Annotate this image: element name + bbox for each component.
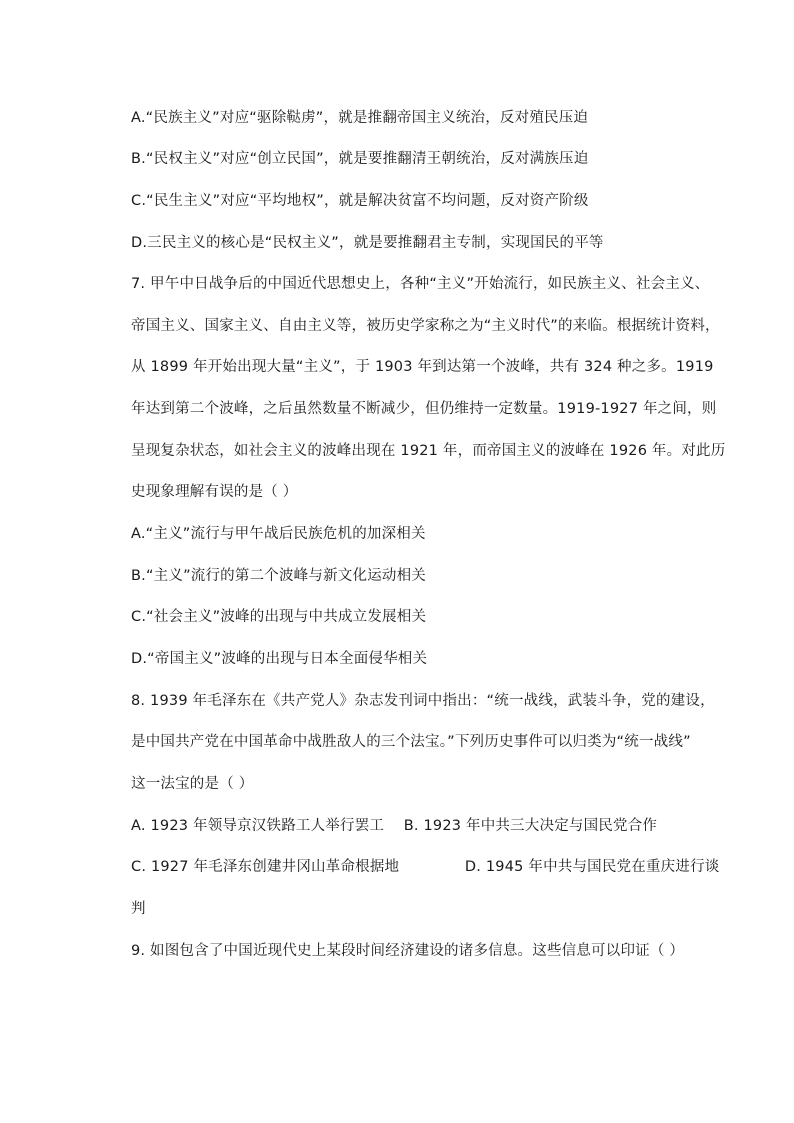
q7-option-c: C.“社会主义”波峰的出现与中共成立发展相关: [131, 609, 427, 625]
q7-stem-line-5: 呈现复杂状态，如社会主义的波峰出现在 1921 年，而帝国主义的波峰在 1926 年。对此历: [131, 443, 726, 459]
q7-stem-line-4: 年达到第二个波峰，之后虽然数量不断减少，但仍维持一定数量。1919-1927 年之间，则: [131, 401, 717, 417]
q7-stem-line-6: 史现象理解有误的是（ ）: [131, 484, 298, 500]
q7-option-d: D.“帝国主义”波峰的出现与日本全面侵华相关: [131, 651, 428, 667]
q8-stem-line-2: 是中国共产党在中国革命中战胜敌人的三个法宝。”下列历史事件可以归类为“统一战线”: [131, 734, 691, 750]
q6-option-d: D.三民主义的核心是“民权主义”，就是要推翻君主专制，实现国民的平等: [131, 235, 604, 251]
q7-stem-line-2: 帝国主义、国家主义、自由主义等，被历史学家称之为“主义时代”的来临。根据统计资料，: [131, 318, 720, 334]
q8-options-row-2: [131, 857, 719, 877]
q7-option-a: A.“主义”流行与甲午战后民族危机的加深相关: [131, 526, 426, 542]
q8-option-a: A. 1923 年领导京汉铁路工人举行罢工: [131, 818, 385, 834]
q8-option-b: B. 1923 年中共三大决定与国民党合作: [403, 818, 658, 834]
q9-stem: 9. 如图包含了中国近现代史上某段时间经济建设的诸多信息。这些信息可以印证（ ）: [131, 943, 685, 959]
q6-option-c: C.“民生主义”对应“平均地权”，就是解决贫富不均问题，反对资产阶级: [131, 193, 589, 209]
q6-option-b: B.“民权主义”对应“创立民国”，就是要推翻清王朝统治，反对满族压迫: [131, 151, 589, 167]
q8-option-c: C. 1927 年毛泽东创建井冈山革命根据地: [131, 859, 400, 875]
q6-option-a: A.“民族主义”对应“驱除鞑虏”，就是推翻帝国主义统治，反对殖民压迫: [131, 110, 589, 126]
q8-stem-line-3: 这一法宝的是（ ）: [131, 776, 254, 792]
q7-stem-line-3: 从 1899 年开始出现大量“主义”，于 1903 年到达第一个波峰，共有 324 种之多。1919: [131, 359, 714, 375]
q8-option-d: D. 1945 年中共与国民党在重庆进行谈: [464, 859, 720, 875]
q7-stem-line-1: 7. 甲午中日战争后的中国近代思想史上，各种“主义”开始流行，如民族主义、社会主义、: [131, 276, 710, 292]
q8-option-d-wrap: 判: [131, 901, 146, 917]
q8-stem-line-1: 8. 1939 年毛泽东在《共产党人》杂志发刊词中指出：“统一战线，武装斗争，党的建设，: [131, 693, 715, 709]
q8-options-row-1: [131, 816, 657, 836]
q7-option-b: B.“主义”流行的第二个波峰与新文化运动相关: [131, 568, 426, 584]
